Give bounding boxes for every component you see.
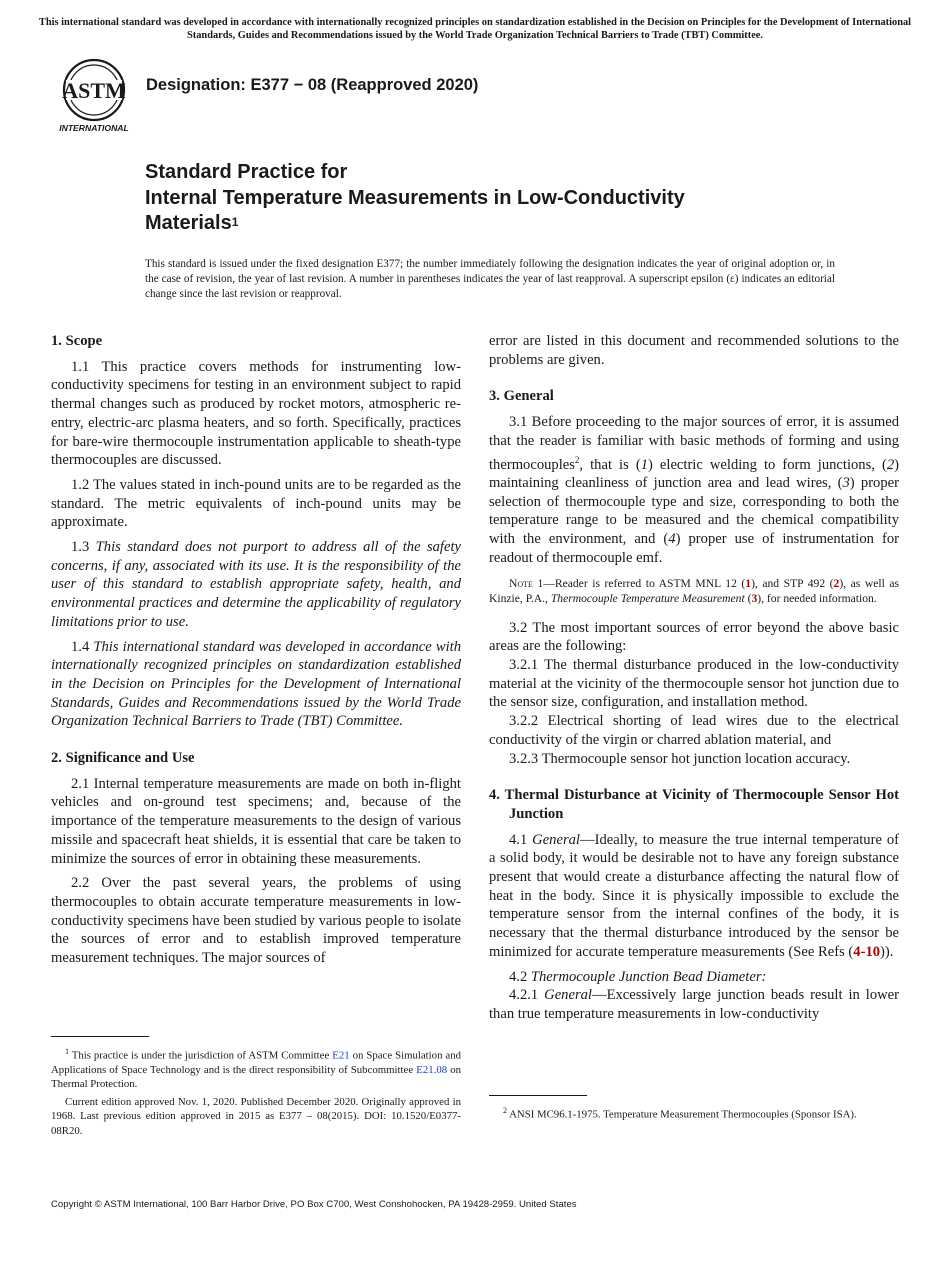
refs-4-10-link[interactable]: 4-10 bbox=[853, 943, 881, 960]
designation: Designation: E377 − 08 (Reapproved 2020) bbox=[146, 76, 479, 94]
title-line-3: Materials$^1$ bbox=[145, 212, 239, 234]
para-1-3: 1.3 This standard does not purport to address all of the safety concerns, if any, associated with its use. It is the responsibility of the user of this standard to establish appropriate safety, health, and environmental practices and determine the applicability of regulatory limitations prior to use. bbox=[51, 539, 461, 630]
para-3-2-2: 3.2.2 Electrical shorting of lead wires due to the electrical conductivity of the virgin or charred ablation material, and bbox=[489, 713, 899, 748]
para-1-2: 1.2 The values stated in inch-pound units are to be regarded as the standard. The metric equivalents of inch-pound units may be approximate. bbox=[51, 476, 461, 531]
footnote-1-text: $^1$ This practice is under the jurisdiction of ASTM Committee E21 on Space Simulation and Applications of Space Technology and is the direct responsibility of Subcommittee E21.08 on Thermal Protection. bbox=[51, 1047, 462, 1091]
ref-1-link[interactable]: 1 bbox=[745, 576, 752, 590]
section-4-heading: 4. Thermal Disturbance at Vicinity of Thermocouple Sensor Hot Junction bbox=[489, 787, 899, 822]
footnote-1 bbox=[51, 1045, 461, 1141]
right-column bbox=[489, 332, 899, 1030]
footnote-rule-left bbox=[51, 1036, 149, 1037]
copyright-footer: Copyright © ASTM International, 100 Barr Harbor Drive, PO Box C700, West Conshohocken, PA 19428-2959. United States bbox=[51, 1199, 577, 1210]
ref-3-link[interactable]: 3 bbox=[751, 592, 758, 606]
ref-2-link[interactable]: 2 bbox=[833, 576, 840, 590]
document-title bbox=[145, 160, 865, 237]
header-notice: This international standard was developed in accordance with internationally recognized principles on standardization established in the Decision on Principles for the Development of International Standards, Guides and Recommendations issued by the World Trade Organization Technical Barriers to Trade (TBT) Committee. bbox=[38, 17, 912, 41]
para-4-1: 4.1 General—Ideally, to measure the true internal temperature of a solid body, it would be desirable not to have any foreign substance present that would create a disturbance affecting the natural flow of heat in the body. Since it is physically impossible to exclude the temperature sensor from the internal confines of the body, it is necessary that the thermal disturbance introduced by the sensor be minimized for accurate temperature measurements (See Refs (4-10)). bbox=[489, 831, 900, 960]
title-line-1: Standard Practice for bbox=[145, 161, 348, 183]
title-line-2: Internal Temperature Measurements in Low-Conductivity bbox=[145, 186, 685, 209]
para-1-1: 1.1 This practice covers methods for instrumenting low-conductivity specimens for testing in an environment subject to rapid thermal changes such as produced by rocket motors, atmospheric re-entry, electric-arc plasma heaters, and so forth. Specifically, practices for bare-wire thermocouple instrumentation applicable to sheath-type thermocouples are discussed. bbox=[51, 358, 461, 469]
para-4-2: 4.2 Thermocouple Junction Bead Diameter: bbox=[509, 968, 767, 985]
para-3-2-3: 3.2.3 Thermocouple sensor hot junction location accuracy. bbox=[509, 750, 851, 767]
left-column bbox=[51, 332, 461, 974]
logo-text: ASTM bbox=[62, 78, 126, 103]
logo-subtext: INTERNATIONAL bbox=[59, 123, 129, 133]
para-3-2-1: 3.2.1 The thermal disturbance produced in the low-conductivity material at the vicinity of the thermocouple sensor hot junction due to the sensor size, configuration, and installation method. bbox=[489, 657, 899, 711]
section-2-heading: 2. Significance and Use bbox=[51, 750, 195, 767]
footnote-2 bbox=[489, 1104, 899, 1125]
para-2-1: 2.1 Internal temperature measurements are made on both in-flight vehicles and on-ground test specimens; and, because of the importance of the temperature measurements to the design of various missile and spacecraft heat shields, it is essential that care be taken to minimize the sources of error in obtaining these measurements. bbox=[51, 775, 461, 867]
footnote-2-text: $^2$ ANSI MC96.1-1975. Temperature Measurement Thermocouples (Sponsor ISA). bbox=[503, 1106, 857, 1121]
link-e21-08[interactable]: E21.08 bbox=[416, 1064, 448, 1076]
footnote-2-mark: 2 bbox=[574, 454, 580, 465]
para-4-2-1: 4.2.1 General—Excessively large junction beads result in lower than true temperature measurements in low-conductivity bbox=[489, 987, 899, 1022]
para-2-2-continued: error are listed in this document and recommended solutions to the problems are given. bbox=[489, 333, 899, 368]
para-1-4: 1.4 This international standard was developed in accordance with internationally recognized principles on standardization established in the Decision on Principles for the Development of International Standards, Guides and Recommendations issued by the World Trade Organization Technical Barriers to Trade (TBT) Committee. bbox=[51, 638, 462, 730]
link-e21[interactable]: E21 bbox=[332, 1049, 350, 1062]
para-2-2: 2.2 Over the past several years, the problems of using thermocouples to obtain accurate temperature measurements in low-conductivity specimens have been studied by various people to isolate the sources of error and to establish improved temperature measurement techniques. The major sources of bbox=[51, 875, 461, 967]
footnote-1-edition: Current edition approved Nov. 1, 2020. Published December 2020. Originally approved in 1968. Last previous edition approved in 2015 as E377 – 08(2015). DOI: 10.1520/E0377-08R20. bbox=[51, 1095, 461, 1137]
section-1-heading: 1. Scope bbox=[51, 333, 103, 349]
section-3-heading: 3. General bbox=[489, 388, 554, 405]
note-1: Note 1—Reader is referred to ASTM MNL 12 (1), and STP 492 (2), as well as Kinzie, P.A., Thermocouple Temperature Measurement (3), for needed information. bbox=[489, 576, 899, 606]
para-3-2: 3.2 The most important sources of error beyond the above basic areas are the following: bbox=[489, 619, 899, 655]
para-3-1: 3.1 Before proceeding to the major sources of error, it is assumed that the reader is familiar with basic methods of forming and using thermocouples$^2$, that is (1) electric welding to form junctions, (2) maintaining cleanliness of junction area and lead wires, (3) proper selection of thermocouple type and size, corresponding to both the temperature range to be measured and the chemical compatibility with the environment, and (4) proper use of instrumentation for readout of thermocouple emf. bbox=[489, 414, 900, 566]
astm-logo bbox=[52, 56, 136, 134]
title-footnote-mark: 1 bbox=[231, 215, 239, 229]
footnote-rule-right bbox=[489, 1095, 587, 1096]
intro-paragraph: This standard is issued under the fixed designation E377; the number immediately following the designation indicates the year of original adoption or, in the case of revision, the year of last revision. A number in parentheses indicates the year of last reapproval. A superscript epsilon (ε) indicates an editorial change since the last revision or reapproval. bbox=[145, 258, 835, 301]
